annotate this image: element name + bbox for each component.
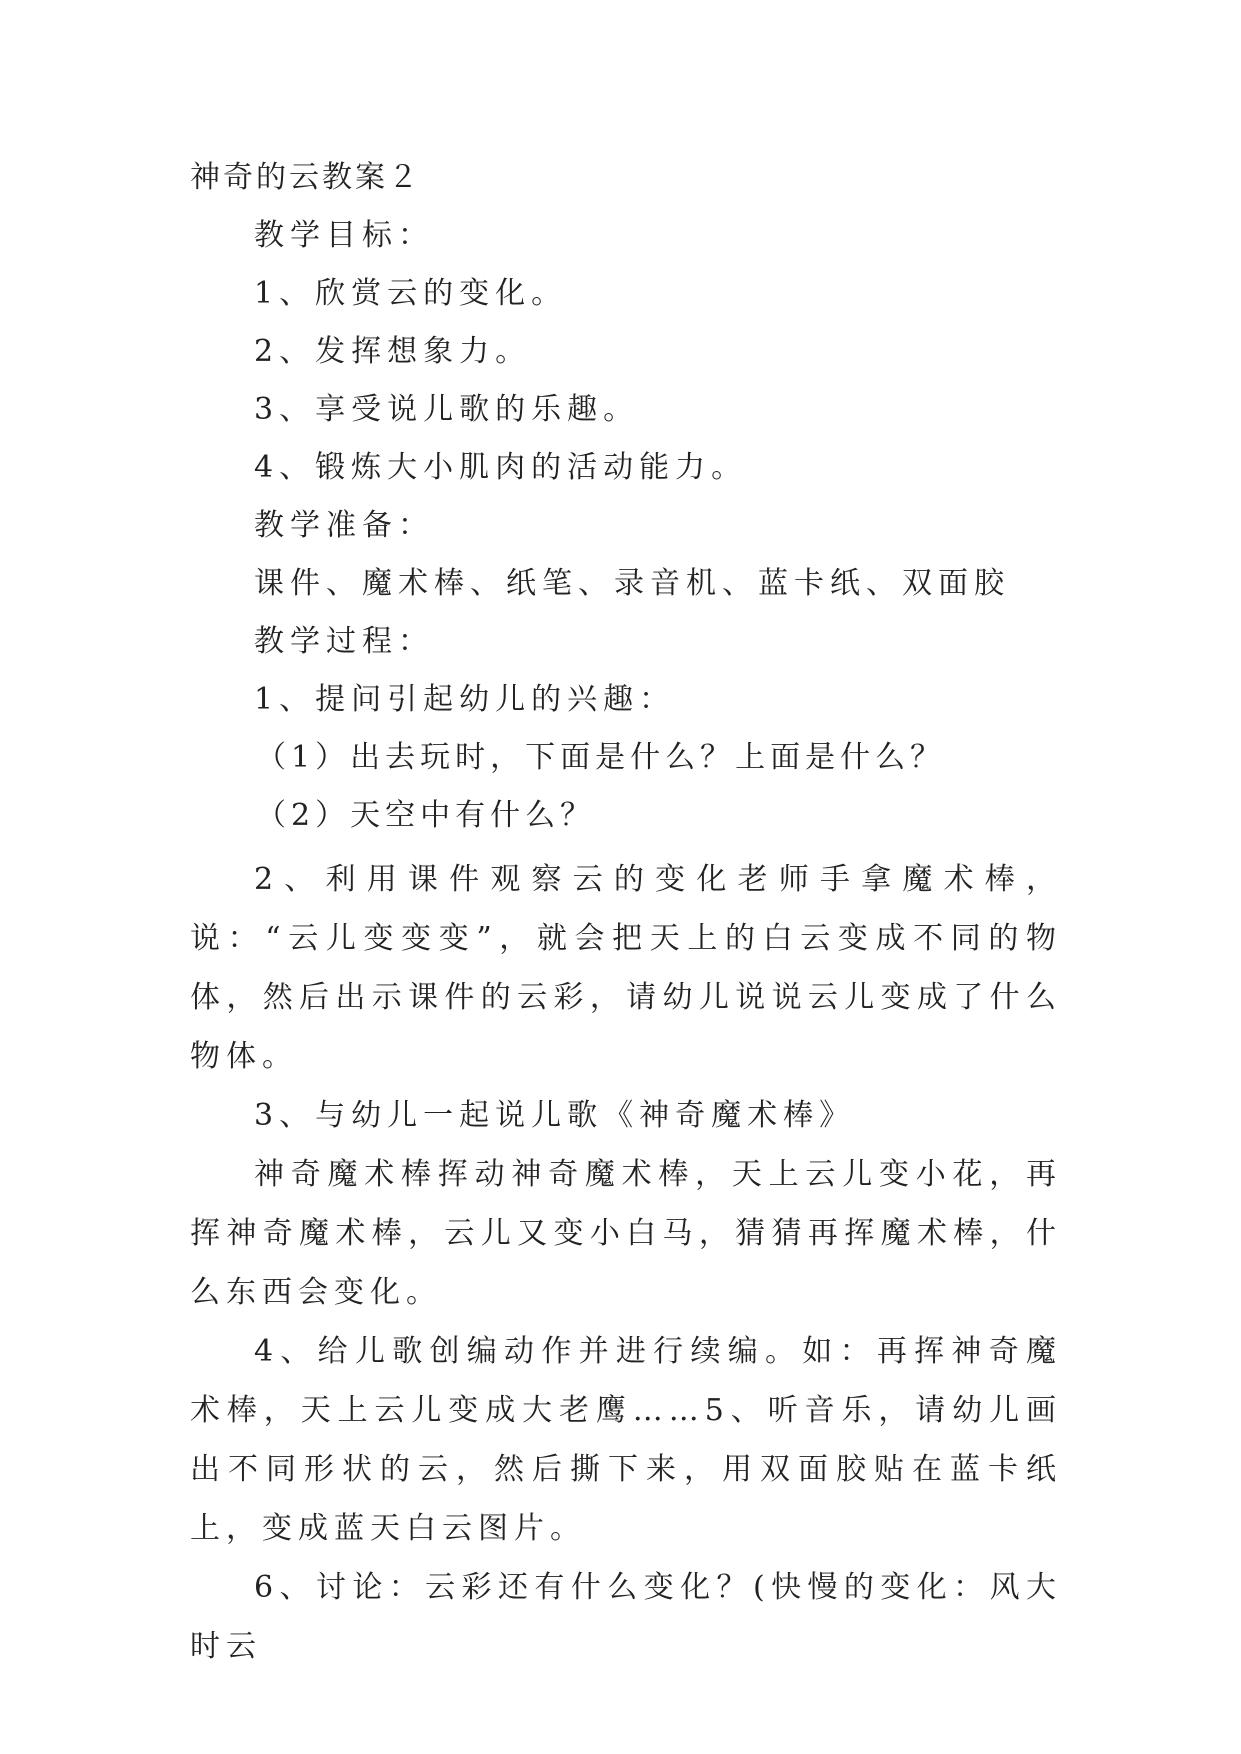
- process-paragraph: 2、利用课件观察云的变化老师手拿魔术棒，说：“云儿变变变”，就会把天上的白云变成不同的物体，然后出示课件的云彩，请幼儿说说云儿变成了什么物体。: [190, 862, 1062, 1074]
- process-step: 1、提问引起幼儿的兴趣：: [254, 682, 676, 717]
- process-paragraph: 3、与幼儿一起说儿歌《神奇魔术棒》: [254, 1098, 856, 1133]
- rhyme-paragraph: 神奇魔术棒挥动神奇魔术棒，天上云儿变小花，再挥神奇魔术棒，云儿又变小白马，猜猜再挥魔术棒，什么东西会变化。: [190, 1157, 1062, 1310]
- process-paragraph: 6、讨论：云彩还有什么变化？(快慢的变化：风大时云: [190, 1570, 1062, 1664]
- objective-item: 2、发挥想象力。: [254, 334, 532, 369]
- section-heading-process: 教学过程：: [254, 624, 434, 659]
- process-question: （2）天空中有什么？: [256, 798, 596, 833]
- process-paragraph: 4、给儿歌创编动作并进行续编。如：再挥神奇魔术棒，天上云儿变成大老鹰……5、听音乐，请幼儿画出不同形状的云，然后撕下来，用双面胶贴在蓝卡纸上，变成蓝天白云图片。: [190, 1334, 1062, 1546]
- document-body: [190, 158, 1062, 1676]
- section-heading-preparation: 教学准备：: [254, 508, 434, 543]
- objective-item: 3、享受说儿歌的乐趣。: [254, 392, 640, 427]
- document-title: 神奇的云教案２: [190, 160, 421, 195]
- section-heading-objectives: 教学目标：: [254, 218, 434, 253]
- process-question: （1）出去玩时，下面是什么？上面是什么？: [256, 740, 946, 775]
- objective-item: 4、锻炼大小肌肉的活动能力。: [254, 450, 748, 485]
- objective-item: 1、欣赏云的变化。: [254, 276, 568, 311]
- preparation-list: 课件、魔术棒、纸笔、录音机、蓝卡纸、双面胶: [254, 566, 1010, 601]
